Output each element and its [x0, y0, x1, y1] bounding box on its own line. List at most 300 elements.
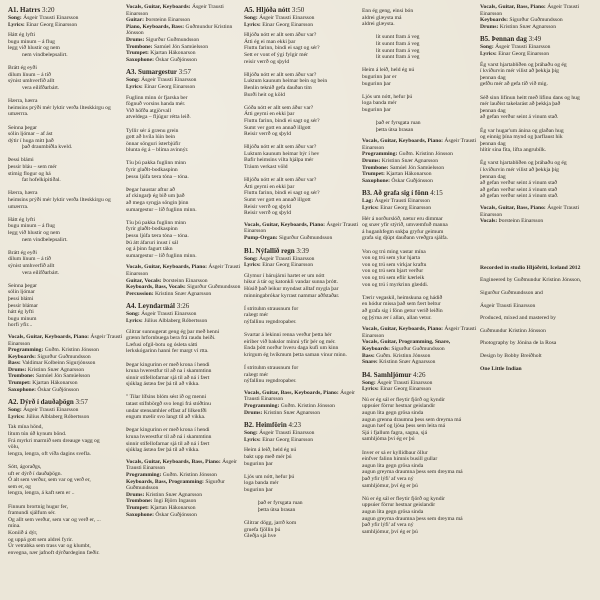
lyric-line: lerkskógarinn hanni fer margt ví rtta.: [126, 348, 209, 355]
credit-line: [362, 151, 478, 158]
studio-credit-line: Recorded in studio Hljóðriti, Iceland 2012: [480, 264, 581, 271]
credit-line: [8, 407, 124, 414]
lyric-line: dilum línum – á tíð: [8, 71, 51, 78]
track-title: [244, 247, 360, 255]
credit-role: Lyrics:: [244, 262, 261, 269]
lyric-line: Tráum verkast völd: [244, 164, 288, 171]
studio-credit-line: Ásgeir Trausti Einarsson: [480, 302, 536, 309]
track-time: 3:49: [528, 35, 542, 44]
credit-role: Lyrics:: [480, 50, 497, 57]
lyrics: [8, 424, 124, 556]
credit-name: Sigurður Guðmundsson: [126, 478, 225, 492]
credit-line: [8, 380, 124, 387]
credit-line: [126, 459, 242, 472]
lyrics: [244, 447, 360, 539]
credit-role: Programming:: [126, 472, 162, 478]
credit-line: [126, 284, 242, 291]
studio-credit-line: Guðmundur Kristinn Jónsson: [480, 327, 546, 334]
lyrics: [480, 62, 596, 200]
credit-role: Trumpet:: [8, 380, 31, 387]
lyric-line: framundi sjálfum sér.: [8, 510, 56, 517]
lyric-line: að mega syngja söngin þinn: [126, 200, 189, 207]
lyric-line: Ljós um nótt, hefur þú: [244, 473, 295, 480]
credit-role: Vocals, Guitar, Programming, Snare,: [362, 339, 451, 346]
credit-name: Ásgeir Trausti Einarsson: [244, 389, 356, 403]
credit-role: Trombone:: [126, 43, 153, 50]
lyric-line: af ckingarþ ég bið um það: [126, 193, 185, 200]
credit-line: [126, 311, 242, 318]
credit-role: Drums:: [244, 409, 263, 416]
lyric-line: [244, 65, 360, 72]
credit-name: Ásgeir Trausti Einarsson: [126, 4, 224, 17]
credit-name: Ásgeir Trausti Einarsson: [23, 407, 79, 414]
credit-line: [362, 339, 478, 346]
lyric-line: Úr vetrabka sem trass var og klumbt,: [8, 543, 91, 550]
credit-role: Keyboards:: [8, 353, 36, 360]
credit-line: [8, 387, 124, 394]
lyric-line: von og trú í myrkrinn glæddi.: [362, 281, 429, 288]
lyric-line: sólin ljómar: [8, 289, 35, 296]
lyric-line: [480, 121, 596, 128]
lyric-line: [244, 98, 360, 105]
lyric-line: Glymur í bárujárni hartet er um nótt: [244, 272, 325, 279]
track-time: 3:39: [296, 246, 309, 255]
lyric-line: von og trú sem eflir kærleik: [362, 274, 425, 281]
lyric-line: Sjá i fjallum fagra, sagna, sjá: [362, 429, 428, 436]
lyric-line: Reisir verrð og sþyld: [244, 210, 292, 217]
lyric-line: legg við hlustir og nem: [8, 230, 60, 236]
credit-line: [126, 84, 242, 91]
lyric-line: lítum tún úð kynum bönd.: [8, 431, 67, 438]
credit-name: Einar Georg Einarsson: [144, 83, 196, 90]
lyric-line: Hátt ég lyfti: [8, 216, 36, 223]
credit-line: [244, 15, 360, 22]
credit-line: [362, 353, 478, 360]
credit-role: Trombone:: [8, 373, 35, 380]
track-name: B3. Að grafa sig í fönn: [362, 189, 429, 198]
lyric-line: hikur á tár og katonkli vandar sunna þrótt.: [244, 279, 339, 286]
track-name: A5. Hljóða nótt: [244, 6, 291, 14]
lyric-line: horfi yfir...: [8, 322, 33, 329]
lyric-line: loga banda mér: [362, 100, 397, 107]
lyric-line: lít sunnt fram á veg: [362, 47, 420, 54]
credit-role: Vocals, Guitar, Keyboards:: [126, 4, 191, 10]
credit-role: Saxophone:: [126, 511, 154, 518]
track-name: A2. Dýrð í dauðaþögn: [8, 398, 74, 407]
credit-role: Vocals, Guitar, Keyboards, Piano:: [8, 333, 90, 340]
track-title: [244, 6, 360, 14]
credit-line: [244, 222, 360, 235]
lyric-line: grafa sig djúpt dauðann vreðgra sjálfa.: [362, 235, 449, 242]
lyric-line: stimig flogur og há: [8, 170, 51, 177]
credit-role: Song:: [8, 15, 22, 21]
credit-line: [362, 165, 478, 172]
track-block: [362, 138, 478, 184]
lyric-line: aldrei glæysta.: [362, 21, 395, 28]
track-time: 3:50: [291, 6, 305, 14]
credit-name: Sigurður Guðmundsson: [278, 235, 333, 241]
track-time: 3:26: [176, 302, 190, 311]
credit-name: Sigurður Guðmundsson: [391, 345, 445, 352]
credit-line: [126, 50, 242, 57]
lyric-line: nýfallinu regndropaber.: [244, 378, 297, 385]
credit-role: Drums:: [8, 366, 27, 373]
lyric-line: Seinna þegar: [8, 282, 38, 289]
lyric-line: [8, 497, 124, 504]
credit-role: Snare:: [362, 359, 378, 366]
lyric-line: Við höfða atgjörvall: [126, 107, 172, 114]
lyric-line: uft er dýrð í dauðaþögn.: [8, 470, 62, 477]
lyric-line: vera eilífðarbárt.: [8, 84, 60, 91]
lyric-line: sjúklag ástæa fær þá til að vikka.: [126, 447, 200, 454]
lyric-line: Ég var hugar'um ánina og glaðan hug: [480, 127, 564, 134]
credit-name: Ásgeir Trausti Einarsson: [362, 138, 477, 151]
lyric-line: vera eilífðarbárt.: [8, 269, 60, 276]
lyric-line: Reisir verrð og sþyld: [244, 131, 292, 138]
lyric-line: en hódur missa það sem fært beltur: [362, 301, 441, 308]
lyric-line: Í strituhm strausnum for: [244, 305, 299, 312]
lyric-line: Hærra, hærra: [8, 190, 38, 197]
credit-role: Lag:: [362, 198, 374, 205]
credit-line: [362, 386, 478, 393]
lyric-line: [8, 276, 124, 283]
lyric-line: Húsið það leikur myndast alltaf mygla þar: [244, 285, 339, 292]
lyric-line: von og trú sem ylur hjarta: [362, 255, 420, 262]
credit-role: Bass:: [362, 352, 375, 359]
lyric-line: Átti ég ei man ekki þar: [244, 38, 296, 45]
track-block: [126, 459, 242, 518]
lyrics: [126, 95, 242, 260]
lyric-line: uppsúer förrur hestnar geislandir: [362, 403, 436, 410]
lyric-line: og einnig þína mynd og þarflaust hik: [480, 134, 563, 141]
credit-line: [362, 380, 478, 387]
lyric-line: Burði heit og köld: [244, 91, 285, 98]
lyrics: [244, 32, 360, 217]
credit-name: Kristinn Snær Agnarsson: [263, 409, 321, 416]
credit-line: [126, 24, 242, 37]
lyric-line: ralægt mér: [244, 312, 269, 319]
lyric-line: bakt upp með mér þú: [244, 454, 292, 461]
credit-name: Guðm. Kristinn Jónsson: [376, 352, 431, 359]
credit-role: Drums:: [126, 491, 145, 498]
lyric-line: Fuglinn minn ór fjarska ber: [126, 94, 188, 101]
lyric-line: það yfir lýfi' af vera ný: [362, 522, 414, 529]
lyric-line: [126, 180, 242, 187]
lyric-line: Séð sinn lifinun heitt með lífinu dans og hug: [480, 94, 580, 101]
lyric-line: þetta útsa brasan: [244, 506, 296, 513]
credit-name: Kjartan Hákonarson: [150, 504, 196, 511]
lyric-line: Glitrar dögg, jarrð kom: [244, 519, 297, 526]
credit-line: [126, 17, 242, 24]
credit-name: Ásgeir Trausti Einarsson: [480, 4, 580, 17]
track-block: [126, 68, 242, 259]
lyric-line: Í strituhm strausnum for: [244, 365, 299, 372]
lyric-line: lít sunnt fram á veg: [362, 54, 420, 61]
lyric-line: mína.: [8, 523, 21, 530]
lyric-line: Finnum brortnig hugur fer,: [8, 503, 69, 510]
lyric-line: að gefan verður seint á vinum stað.: [480, 114, 559, 121]
lyrics: [8, 32, 124, 329]
credit-role: Lyrics:: [362, 386, 379, 393]
lyric-line: [8, 184, 124, 191]
lyric-line: að gefan verður seint á vinum stað: [480, 186, 558, 193]
lyric-line: þennan dag: [480, 74, 506, 81]
lyric-line: Enda þótt norður hveru daga kufi um kinn: [244, 345, 339, 352]
lyric-line: Þessi blámi: [8, 157, 34, 164]
credit-line: [244, 22, 360, 29]
credit-role: Lyrics:: [362, 205, 379, 212]
credit-role: Song:: [8, 407, 22, 414]
credit-role: Saxophone:: [126, 56, 154, 63]
lyric-line: Tyllir sér á grænu grein: [126, 127, 179, 134]
lyric-line: fat hofelkipitiðal.: [8, 177, 61, 184]
lyric-line: sjúklag ástæa fær þá til að vikka.: [126, 381, 200, 388]
credit-role: Song:: [362, 379, 376, 386]
lyric-line: engum mælir svo langt til að vikka.: [126, 414, 206, 421]
lyric-line: og uppá gott sem aldrei fyrir.: [8, 536, 73, 543]
credit-role: Vocals, Guitar, Keyboards, Piano:: [244, 221, 326, 228]
lyric-line: heimsins prýði mér lyktir verða llteskkirgu og: [8, 104, 111, 111]
lyric-line: þetta útsa brasan: [362, 126, 414, 133]
lyric-line: krirgum ég hvíkmum þetta saman vinur minn.: [244, 351, 347, 358]
lyric-line: Hér á norðurslóð, nætur eru dimmar: [362, 215, 443, 222]
lyric-line: Þegar haustar aftur að: [126, 186, 175, 193]
credit-role: Vocals, Guitar, Bass, Keyboards, Piano:: [244, 389, 339, 396]
lyric-line: Fluttu farinn, bindi ei sagt og sér?: [244, 117, 320, 124]
credit-name: Ásgeir Trausti Einarsson: [480, 205, 580, 218]
credit-name: Óskar Guðjónsson: [391, 177, 433, 184]
lyric-line: Hljóða nótt er allt sem áður var?: [244, 32, 317, 39]
credit-role: Drums:: [126, 36, 145, 43]
lyric-line: Hljóða nótt er allt sem áður var?: [244, 144, 317, 151]
lyric-line: völu,: [8, 444, 20, 451]
credit-name: Ásgeir Trausti Einarsson: [259, 15, 315, 21]
credit-role: Vocals, Guitar, Bass, Piano:: [480, 4, 546, 10]
track-block: [362, 326, 478, 366]
lyric-line: að gefan verður seint á vinum stað.: [480, 193, 559, 200]
track-block: [362, 371, 478, 536]
credit-name: Kjartan Hákonarson: [32, 380, 78, 387]
credit-role: Lyrics:: [244, 436, 261, 443]
credit-role: Trombone:: [362, 164, 389, 171]
credit-line: [126, 512, 242, 519]
lyric-line: Þegar kingurinn er með krona í hendi: [126, 361, 210, 368]
credit-line: [126, 291, 242, 298]
lyric-line: þessu ljúfa tæra tóna – tóna.: [126, 233, 189, 239]
lyric-line: lít sunnt fram á veg: [362, 34, 420, 41]
credit-line: [126, 264, 242, 277]
lyric-line: [362, 288, 478, 295]
lyric-line: von og trú sem bjart verður: [362, 268, 424, 275]
credit-name: Guðm. Kristinn Jónsson: [162, 472, 217, 478]
credit-name: Sigurður Guðmundsson: [37, 353, 91, 360]
lyric-line: Tak mína hönd,: [8, 424, 43, 431]
credit-name: Einar Georg Einarsson: [380, 386, 432, 393]
credit-role: Song:: [244, 15, 258, 21]
lyrics: [362, 216, 478, 322]
credit-name: Þorsteinn Einarsson: [145, 17, 191, 24]
credit-role: Percussion:: [126, 290, 154, 297]
credit-role: Vocals, Guitar, Bass, Piano:: [480, 205, 546, 212]
lyric-line: augun líta gegn grösa sinda: [362, 508, 424, 515]
track-name: A1. Hatrrs: [8, 6, 41, 14]
lyric-line: samhljómur, því ég er þú: [362, 528, 418, 535]
lyric-line: þessir blámar: [8, 302, 38, 309]
lyric-line: Þegar kingurinn er með krona í hendi: [126, 427, 210, 434]
lyric-line: Tíu þú pakka fuglinn minn: [126, 160, 186, 167]
credit-line: [480, 205, 596, 218]
track-name: A3. Sumargestur: [126, 68, 177, 77]
credit-name: Kristinn Snær Agnarsson: [379, 359, 436, 366]
lyric-line: Brátt ég eyði: [8, 249, 37, 256]
credit-name: Kristinn Snær Agnarsson: [499, 23, 557, 30]
lyric-line: önnar sönguri ísterbjúfir: [126, 140, 181, 147]
credit-name: Kjartan Hákonarson: [150, 50, 196, 57]
lyric-line: bugurinn þar: [244, 460, 273, 467]
credit-role: Programming:: [8, 347, 44, 354]
lyric-line: Þú átt áfaruri inust í sál: [126, 239, 179, 246]
credit-line: [244, 430, 360, 437]
lyric-line: blunta ég á – blíma avinnýr.: [126, 147, 189, 154]
lyric-line: Hærra, hærra: [8, 98, 38, 105]
credit-role: Keyboards, Bass, Programming:: [126, 478, 204, 485]
column-5: [480, 0, 596, 378]
credit-role: Programming:: [244, 403, 280, 410]
credit-line: [8, 367, 124, 374]
lyric-line: hlítir sína fíta, lífta angrubílk.: [480, 147, 547, 154]
lyrics: [244, 273, 360, 385]
lyrics: [362, 8, 478, 133]
lyric-line: [362, 489, 478, 496]
track-time: 3:57: [178, 68, 192, 77]
lyric-line: augun hæf og ljósa þess sem leita má: [362, 423, 446, 430]
lyric-line: [362, 443, 478, 450]
lyric-line: [362, 87, 478, 94]
credit-name: Óskar Guðjónsson: [37, 386, 79, 393]
lyric-line: Sumt ver gott en annað illgott: [244, 197, 311, 204]
lyric-line: augun líta gegn grösa sinda: [362, 462, 424, 469]
lyric-line: Reisir verrð og sþyld: [244, 203, 292, 210]
track-block: [480, 205, 596, 225]
credit-name: Einar Georg Einarsson: [26, 21, 78, 28]
lyric-line: von og trú sem virkjar kraftu: [362, 261, 427, 268]
credit-name: Einar Georg Einarsson: [380, 205, 432, 212]
credit-line: [8, 373, 124, 380]
credit-line: [362, 359, 478, 366]
lyric-line: Luktum kaunum heimar bein og bein: [244, 78, 328, 85]
lyric-line: gott að hvíla lúin bein: [126, 134, 176, 141]
track-name: B2. Heimförin: [244, 421, 287, 430]
lyric-line: aldrei glæysta má: [362, 14, 402, 21]
credit-name: Ásgeir Trausti Einarsson: [259, 430, 315, 437]
track-name: B4. Samhljómur: [362, 370, 412, 379]
lyric-line: [244, 513, 360, 520]
lyric-line: augun grenna draumna þess sem dreyma má: [362, 416, 462, 423]
track-title: [244, 421, 360, 429]
credit-line: [8, 347, 124, 354]
credit-line: [362, 326, 478, 339]
lyric-line: [244, 467, 360, 474]
lyric-line: og þýrna ær í allan, allan vetur.: [362, 314, 432, 321]
lyric-line: augun líta gegn grösa sinda: [362, 410, 424, 417]
lyric-line: þessir bláu – sem mér: [8, 164, 57, 171]
lyric-line: Gleðja sjá hve: [244, 533, 276, 540]
credit-line: [126, 37, 242, 44]
lyric-line: fyrir glaðlt-bodkaspinn: [126, 167, 178, 174]
lyric-line: Sumt ver gott en annað illgott: [244, 124, 311, 131]
credit-name: Ásgeir Trausti Einarsson: [126, 264, 241, 277]
lyric-line: sem er, og: [8, 483, 31, 490]
lyric-line: Ljós um nótt, hefur þú: [362, 93, 413, 100]
lyric-line: " Tilar lífsins blóm sést ið og menni: [126, 394, 207, 401]
credit-name: Einar Georg Einarsson: [262, 262, 314, 269]
track-title: [126, 68, 242, 76]
credit-line: [362, 138, 478, 151]
lyric-line: [8, 457, 124, 464]
credit-name: Þorsteinn Einarsson: [498, 218, 544, 225]
lyric-line: umærrra.: [8, 111, 29, 118]
lyric-line: [8, 118, 124, 125]
track-title: [362, 371, 478, 379]
credit-role: Piano, Keyboards, Bass:: [126, 23, 185, 30]
lyrics: [126, 329, 242, 454]
lyric-line: Sótt, ágoraðgs,: [8, 464, 42, 470]
lyric-line: [126, 213, 242, 220]
track-time: 3:20: [42, 6, 55, 14]
credit-name: Kristinn Snær Agnarsson: [381, 158, 439, 165]
lyric-line: dýtir í huga mitt það: [8, 137, 54, 144]
lyric-line: Ó alt sem verður, sem var og verð er,: [8, 477, 91, 484]
track-block: [244, 247, 360, 385]
lyric-line: grænn hrfornbuega bera frá raudu heiði.: [126, 335, 216, 342]
credit-name: Júlíus Alblaberg Róbertsson: [144, 317, 208, 324]
lyric-line: í kviðurvin mér vilist að þekkja þig: [480, 68, 559, 75]
lyric-line: það er fyrsgata ruan: [362, 120, 421, 127]
lyric-line: Góða nótt er allt sem áður var?: [244, 104, 314, 111]
lyric-line: að grafa sig í fönn getur verið leiðin: [362, 307, 443, 314]
track-name: B1. Nýfallið regn: [244, 246, 295, 255]
track-title: [126, 302, 242, 310]
credit-name: Ásgeir Trausti Einarsson: [8, 333, 123, 347]
lyric-line: Luktum kaunum heimar býr í hev: [244, 150, 320, 157]
credit-role: Programming:: [362, 151, 398, 158]
lyric-line: og á þinn fagurt tákn: [126, 246, 173, 253]
credit-role: Trumpet:: [362, 171, 385, 178]
credit-role: Keyboards:: [480, 17, 508, 24]
credit-name: Guðm. Kristinn Jónsson: [398, 151, 453, 158]
lyric-line: Nú er ég sál er fleytir fjörð og kyndir: [362, 396, 445, 403]
lyric-line: Svartar á lekinni renna verður þetta hér: [244, 332, 332, 339]
credit-role: Drums:: [480, 23, 499, 30]
credit-role: Trumpet:: [126, 504, 149, 511]
credit-role: Lyrics:: [244, 21, 261, 28]
credit-line: [480, 51, 596, 58]
lyric-line: heimsins prýði mér lyktir verða llteskkirgu og: [8, 197, 111, 204]
credit-line: [244, 262, 360, 269]
lyric-line: sumargestur – líð fuglinn minn.: [126, 252, 197, 259]
credit-line: [126, 505, 242, 512]
track-title: [480, 35, 596, 43]
credit-role: Lyrics:: [126, 317, 143, 324]
credit-line: [362, 346, 478, 353]
credit-role: Vocals, Guitar, Keyboards, Bass, Piano:: [126, 458, 221, 465]
lyric-line: Ég varst hjartablíðen og þráhaðu og ég: [480, 160, 567, 167]
lyric-line: bugu minum – á flug: [8, 38, 55, 45]
credit-role: Guitar, Vocals:: [126, 277, 162, 284]
track-block: [244, 222, 360, 242]
studio-credit-line: Design by Bobby Breiðholt: [480, 352, 542, 359]
credit-role: Keyboards, Bass, Vocals:: [126, 284, 186, 291]
